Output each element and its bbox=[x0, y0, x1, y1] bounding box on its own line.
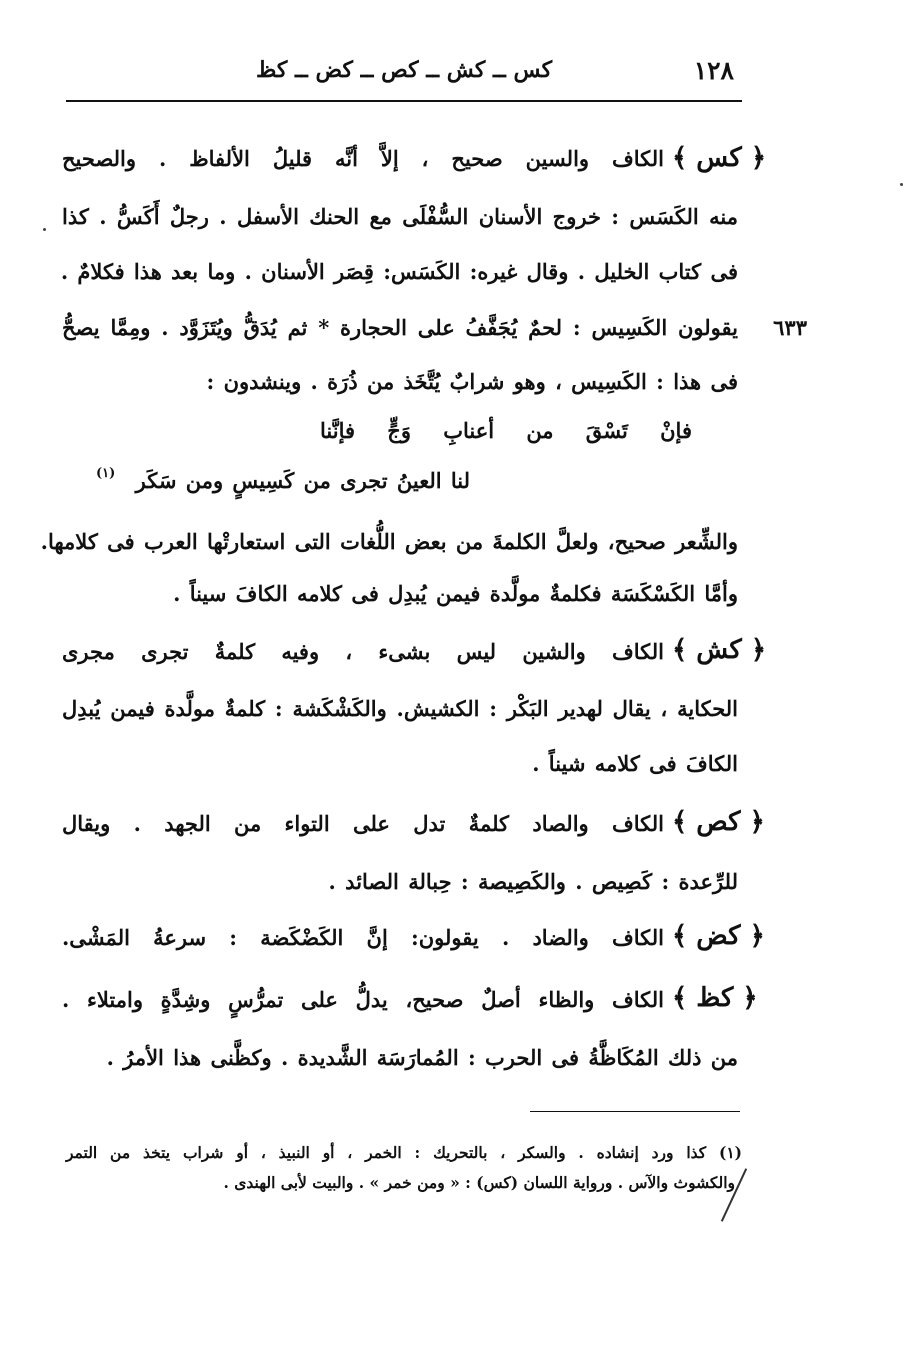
entry-marker-kas: ﴿ كس ﴾ bbox=[672, 143, 767, 173]
entry-kash-line-1: الكاف والشين ليس بشىء ، وفيه كلمةٌ تجرى مجرى bbox=[62, 639, 664, 664]
entry-kas-line-2: منه الكَسَس : خروج الأسنان السُّفْلَى مع الحنك الأسفل . رجلٌ أَكَسُّ . كذا bbox=[62, 204, 738, 229]
entry-kas-line-1: الكاف والسين صحيح ، إلاَّ أنَّه قليلُ الألفاظ . والصحيح bbox=[62, 146, 664, 171]
entry-kass-line-2: للرِّعدة : كَصِيص . والكَصِيصة : حِبالة الصائد . bbox=[328, 869, 738, 894]
entry-kas-after-line-2: وأمَّا الكَسْكَسَة فكلمةٌ مولَّدة فيمن يُبدِل فى كلامه الكافَ سيناً . bbox=[173, 581, 738, 606]
paper-speck bbox=[900, 183, 903, 186]
verse-line-2: لنا العينُ تجرى من كَسِيسٍ ومن سَكَر bbox=[135, 468, 470, 493]
entry-kash-line-2: الحكاية ، يقال لهدير البَكْر : الكشيش. والكَشْكَشة : كلمةٌ مولَّدة فيمن يُبدِل bbox=[62, 696, 738, 721]
page-header bbox=[66, 48, 742, 102]
verse-line-1: فإنْ تَسْقَ من أعنابِ وَجٍّ فإنَّنا bbox=[320, 418, 692, 443]
entry-kash-line-3: الكافَ فى كلامه شيناً . bbox=[532, 751, 738, 776]
margin-number: ٦٣٣ bbox=[773, 315, 807, 340]
entry-kaz-line-2: من ذلك المُكَاظَّةُ فى الحرب : المُمارَسَة الشَّديدة . وكظَّنى هذا الأمرُ . bbox=[106, 1045, 738, 1070]
paper-speck bbox=[43, 228, 46, 231]
footnote-line-1: (١) كذا ورد إنشاده . والسكر ، بالتحريك : الخمر ، أو النبيذ ، أو شراب يتخذ من التمر bbox=[66, 1143, 742, 1162]
entry-marker-kaz: ﴿ كظ ﴾ bbox=[672, 983, 758, 1013]
entry-kas-after-line-1: والشِّعر صحيح، ولعلَّ الكلمةَ من بعض اللُّغات التى استعارتْها العرب فى كلامها. bbox=[40, 529, 738, 554]
entry-kaz-line-1: الكاف والظاء أصلٌ صحيح، يدلُّ على تمرُّسٍ وشِدَّةٍ وامتلاء . bbox=[62, 987, 664, 1012]
entry-marker-kass: ﴿ كص ﴾ bbox=[672, 807, 765, 837]
page-title: كس ــ كش ــ كص ــ كض ــ كظ bbox=[255, 57, 553, 83]
footnote-line-2: والكشوث والآس . ورواية اللسان (كس) : « ومن خمر » . والبيت لأبى الهندى . bbox=[223, 1173, 735, 1192]
footnote-reference: (١) bbox=[96, 466, 116, 481]
footnote-separator bbox=[530, 1111, 740, 1112]
page-number: ١٢٨ bbox=[693, 56, 734, 85]
entry-kass-line-1: الكاف والصاد كلمةٌ تدل على التواء من الجهد . ويقال bbox=[62, 811, 664, 836]
entry-kas-line-5: فى هذا : الكَسِيس ، وهو شرابٌ يُتَّخَذ من ذُرَة . وينشدون : bbox=[206, 369, 738, 394]
entry-kas-line-4: يقولون الكَسِيس : لحمٌ يُجَفَّفُ على الحجارة * ثم يُدَقُّ ويُتَزَوَّد . ومِمَّا يصحُّ bbox=[62, 315, 738, 340]
entry-kad-line-1: الكاف والضاد . يقولون: إنَّ الكَضْكَضة : سرعةُ المَشْى. bbox=[62, 925, 664, 950]
entry-marker-kad: ﴿ كض ﴾ bbox=[672, 921, 765, 951]
entry-marker-kash: ﴿ كش ﴾ bbox=[672, 635, 767, 665]
entry-kas-line-3: فى كتاب الخليل . وقال غيره: الكَسَس: قِصَر الأسنان . وما بعد هذا فكلامٌ . bbox=[60, 259, 738, 284]
